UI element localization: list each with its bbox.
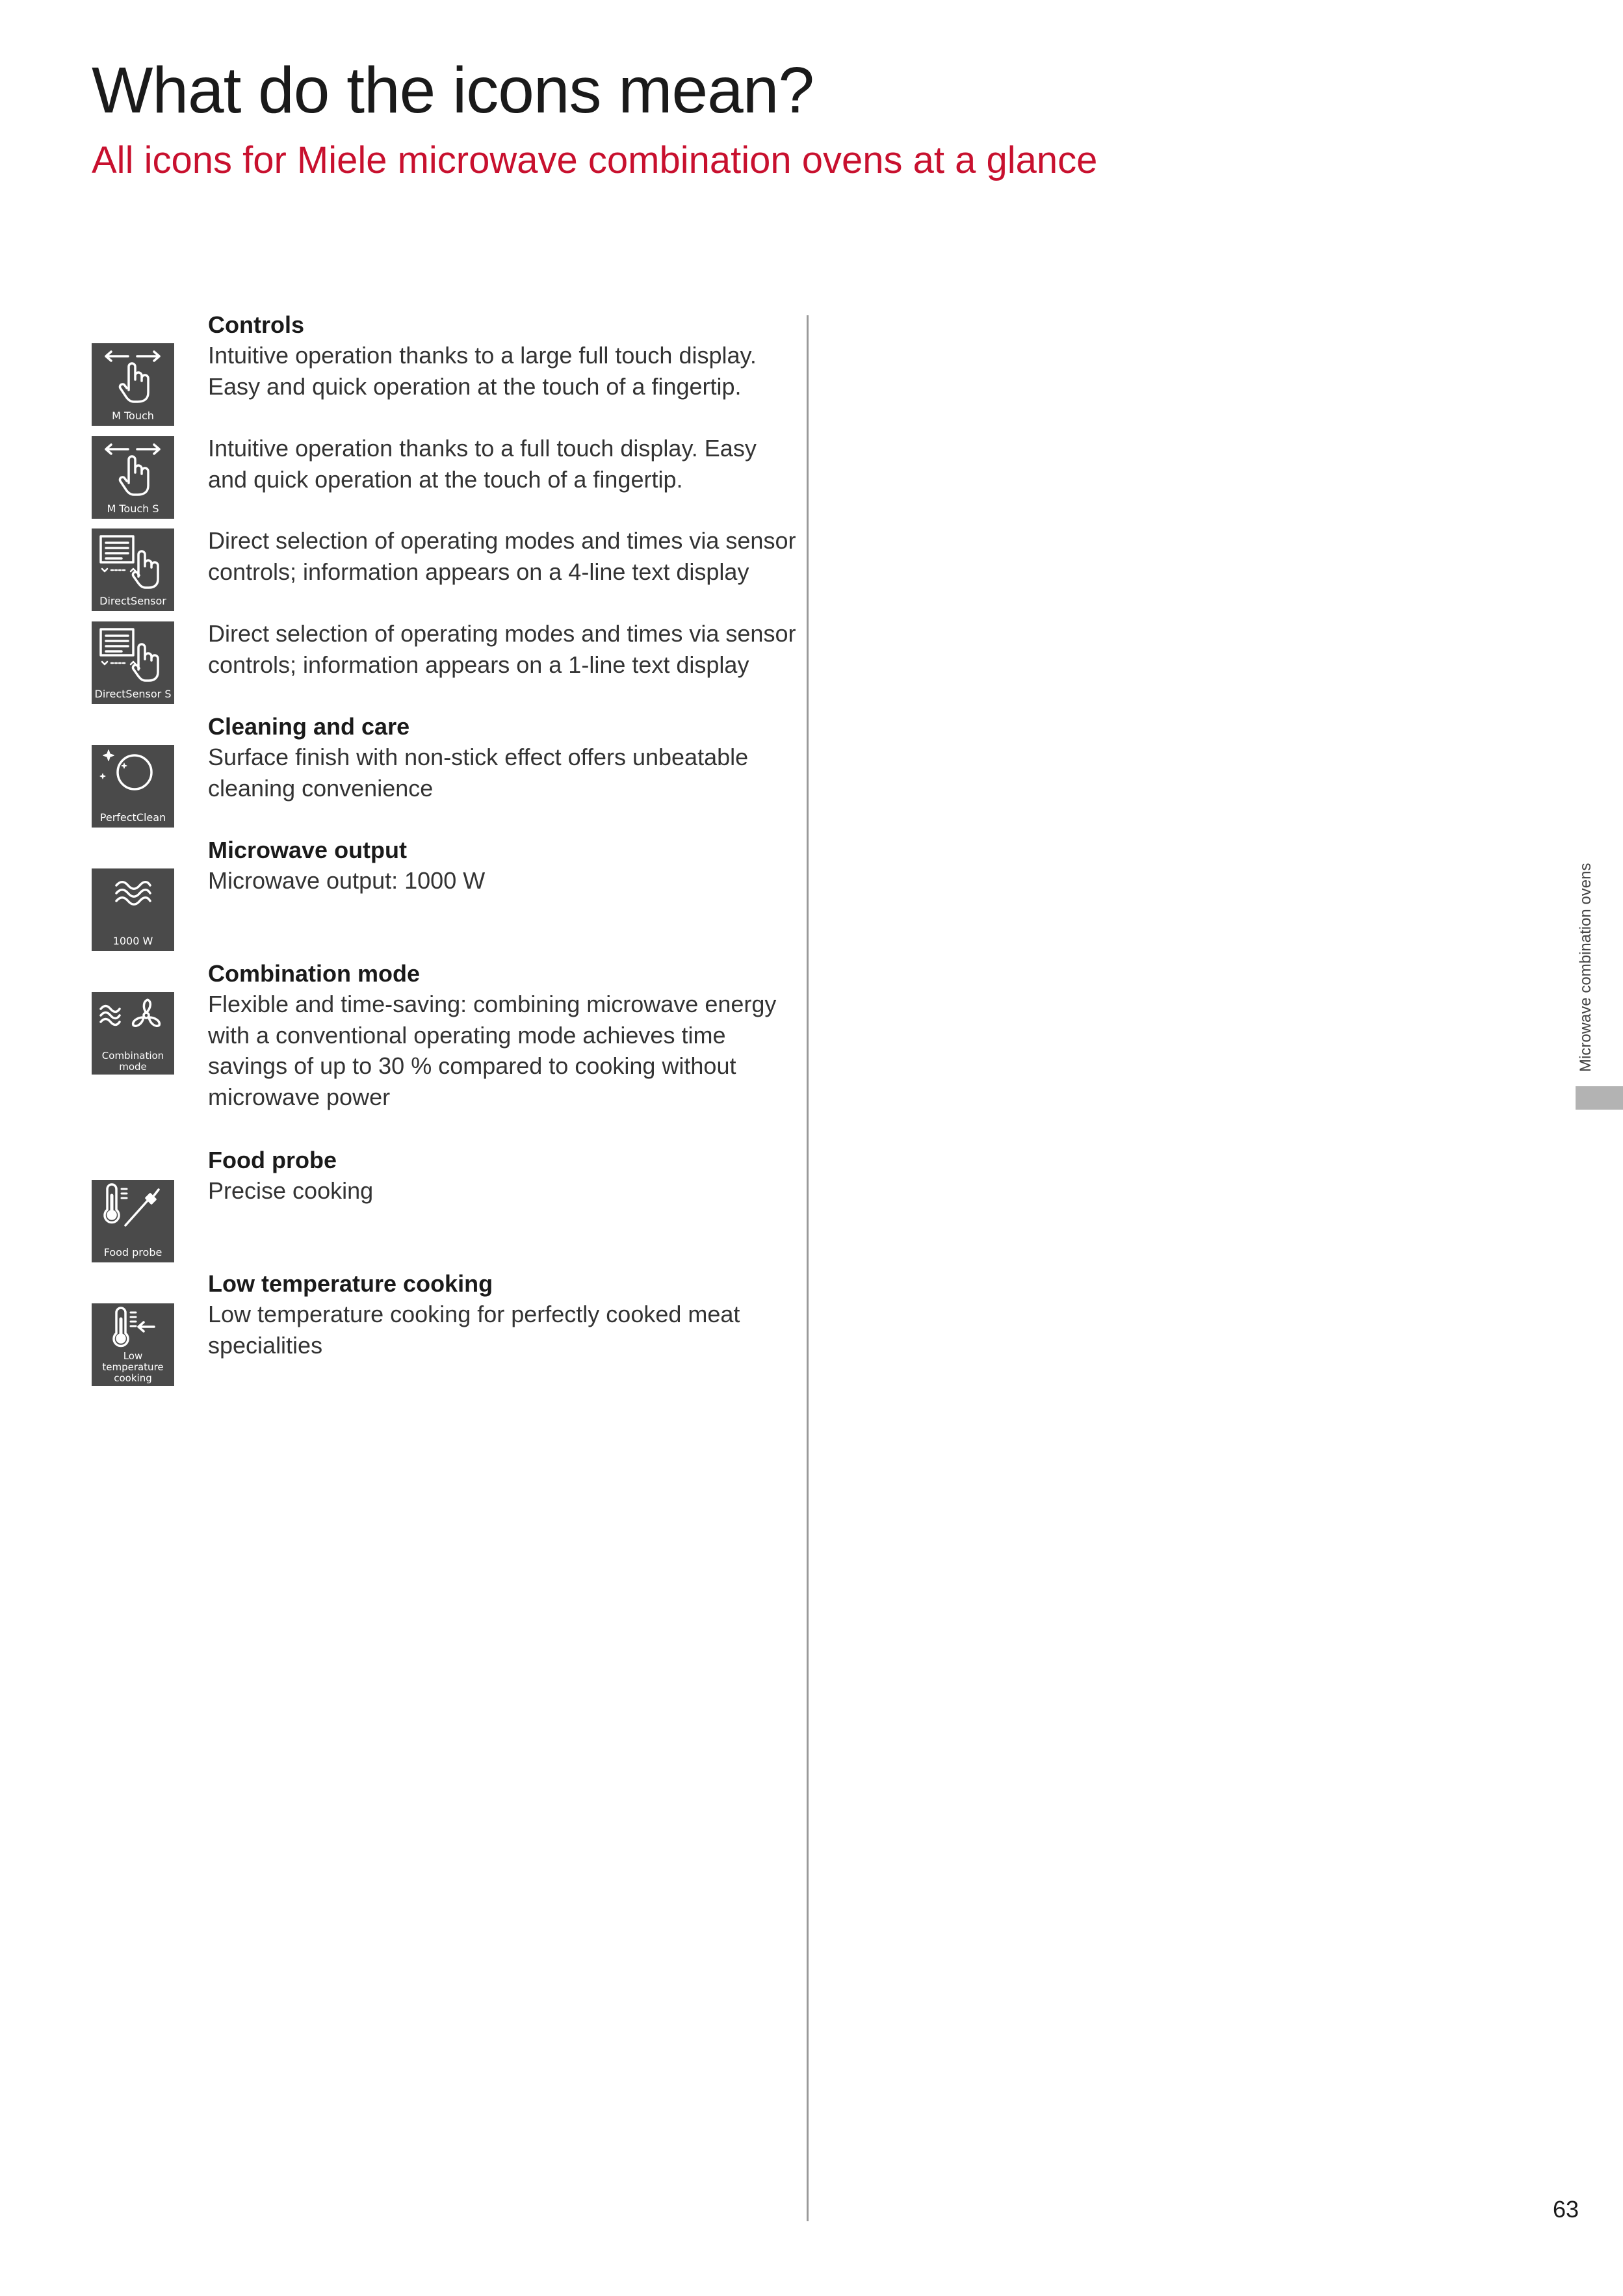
section-heading-microwave: Microwave output — [208, 837, 408, 863]
icon-label: M Touch — [112, 410, 154, 422]
icon-label: PerfectClean — [99, 811, 166, 824]
column-divider — [807, 315, 809, 2221]
controls-direct-sensor-text: Direct selection of operating modes and times via sensor controls; information appears on a 4-line text display — [208, 527, 796, 585]
section-tab-marker — [1576, 1086, 1623, 1110]
icon-label: Combination mode — [101, 1050, 164, 1073]
controls-m-touch-s-text: Intuitive operation thanks to a full touch display. Easy and quick operation at the touch of a fingertip. — [208, 435, 757, 493]
icon-label: DirectSensor — [99, 595, 166, 607]
low-temperature-text: Low temperature cooking for perfectly cooked meat specialities — [208, 1301, 740, 1359]
food-probe-icon — [92, 1180, 174, 1262]
combination-mode-text: Flexible and time-saving: combining microwave energy with a conventional operating mode achieves time savings of up to 30 % compared to cooking without microwave power — [208, 991, 777, 1110]
icon-label: M Touch S — [107, 502, 159, 515]
section-heading-controls: Controls — [208, 311, 304, 338]
direct-sensor-icon — [92, 528, 174, 611]
icon-label: Low temperature cooking — [102, 1350, 164, 1384]
m-touch-s-icon — [92, 436, 174, 519]
direct-sensor-s-icon — [92, 621, 174, 704]
icon-label: 1000 W — [112, 935, 153, 947]
page-number: 63 — [1552, 2196, 1579, 2223]
cleaning-perfect-clean-text: Surface finish with non-stick effect offers unbeatable cleaning convenience — [208, 744, 749, 802]
food-probe-text: Precise cooking — [208, 1177, 374, 1204]
page-subtitle: All icons for Miele microwave combination ovens at a glance — [92, 139, 1098, 181]
section-heading-food-probe: Food probe — [208, 1147, 337, 1173]
perfect-clean-icon — [92, 745, 174, 828]
icon-label: DirectSensor S — [94, 688, 172, 700]
controls-m-touch-text: Intuitive operation thanks to a large full touch display. Easy and quick operation at the touch of a fingertip. — [208, 342, 757, 400]
m-touch-icon — [92, 343, 174, 426]
combination-mode-icon — [92, 992, 174, 1075]
controls-direct-sensor-s-text: Direct selection of operating modes and times via sensor controls; information appears on a 1-line text display — [208, 620, 796, 678]
section-heading-cleaning: Cleaning and care — [208, 713, 410, 740]
section-side-label: Microwave combination ovens — [1577, 863, 1594, 1072]
low-temperature-icon — [92, 1303, 174, 1386]
microwave-waves-icon — [92, 868, 174, 951]
page-title: What do the icons mean? — [92, 54, 814, 127]
icon-label: Food probe — [103, 1246, 162, 1259]
section-heading-combination: Combination mode — [208, 960, 420, 987]
microwave-output-text: Microwave output: 1000 W — [208, 867, 486, 894]
section-heading-low-temperature: Low temperature cooking — [208, 1270, 493, 1297]
